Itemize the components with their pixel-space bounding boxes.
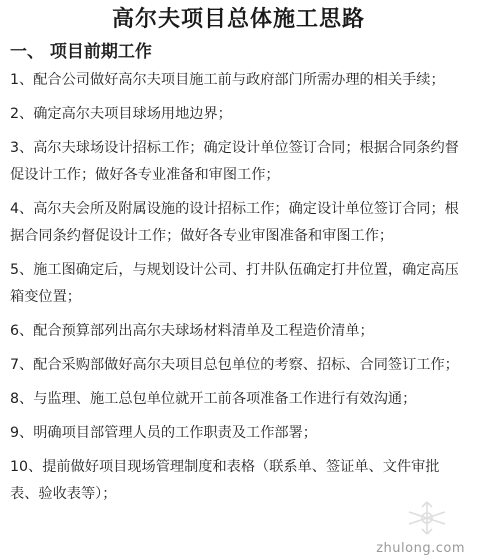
document-title: 高尔夫项目总体施工思路 <box>111 7 365 32</box>
zhulong-logo-icon <box>397 498 457 538</box>
section-heading: 一、 项目前期工作 <box>10 42 152 62</box>
list-item-1: 1、配合公司做好高尔夫项目施工前与政府部门所需办理的相关手续； <box>10 72 445 88</box>
list-item-10: 10、提前做好项目现场管理制度和表格（联系单、签证单、文件审批表、验收表等）； <box>10 459 440 502</box>
list-item-2: 2、确定高尔夫项目球场用地边界； <box>10 106 232 122</box>
list-item-8: 8、与监理、施工总包单位就开工前各项准备工作进行有效沟通； <box>10 391 417 407</box>
list-item-3: 3、高尔夫球场设计招标工作；确定设计单位签订合同；根据合同条约督促设计工作；做好各专业准备和审图工作； <box>10 140 459 183</box>
list-item-7: 7、配合采购部做好高尔夫项目总包单位的考察、招标、合同签订工作； <box>10 357 459 373</box>
list-item-9: 9、明确项目部管理人员的工作职责及工作部署； <box>10 425 317 441</box>
list-item-4: 4、高尔夫会所及附属设施的设计招标工作；确定设计单位签订合同；根据合同条约督促设计工作；做好各专业审图准备和审图工作； <box>10 201 459 244</box>
list-item-6: 6、配合预算部列出高尔夫球场材料清单及工程造价清单； <box>10 323 374 339</box>
list-item-5: 5、施工图确定后，与规划设计公司、打井队伍确定打井位置，确定高压箱变位置； <box>10 262 459 305</box>
watermark-text: zhulong.com <box>376 541 465 556</box>
